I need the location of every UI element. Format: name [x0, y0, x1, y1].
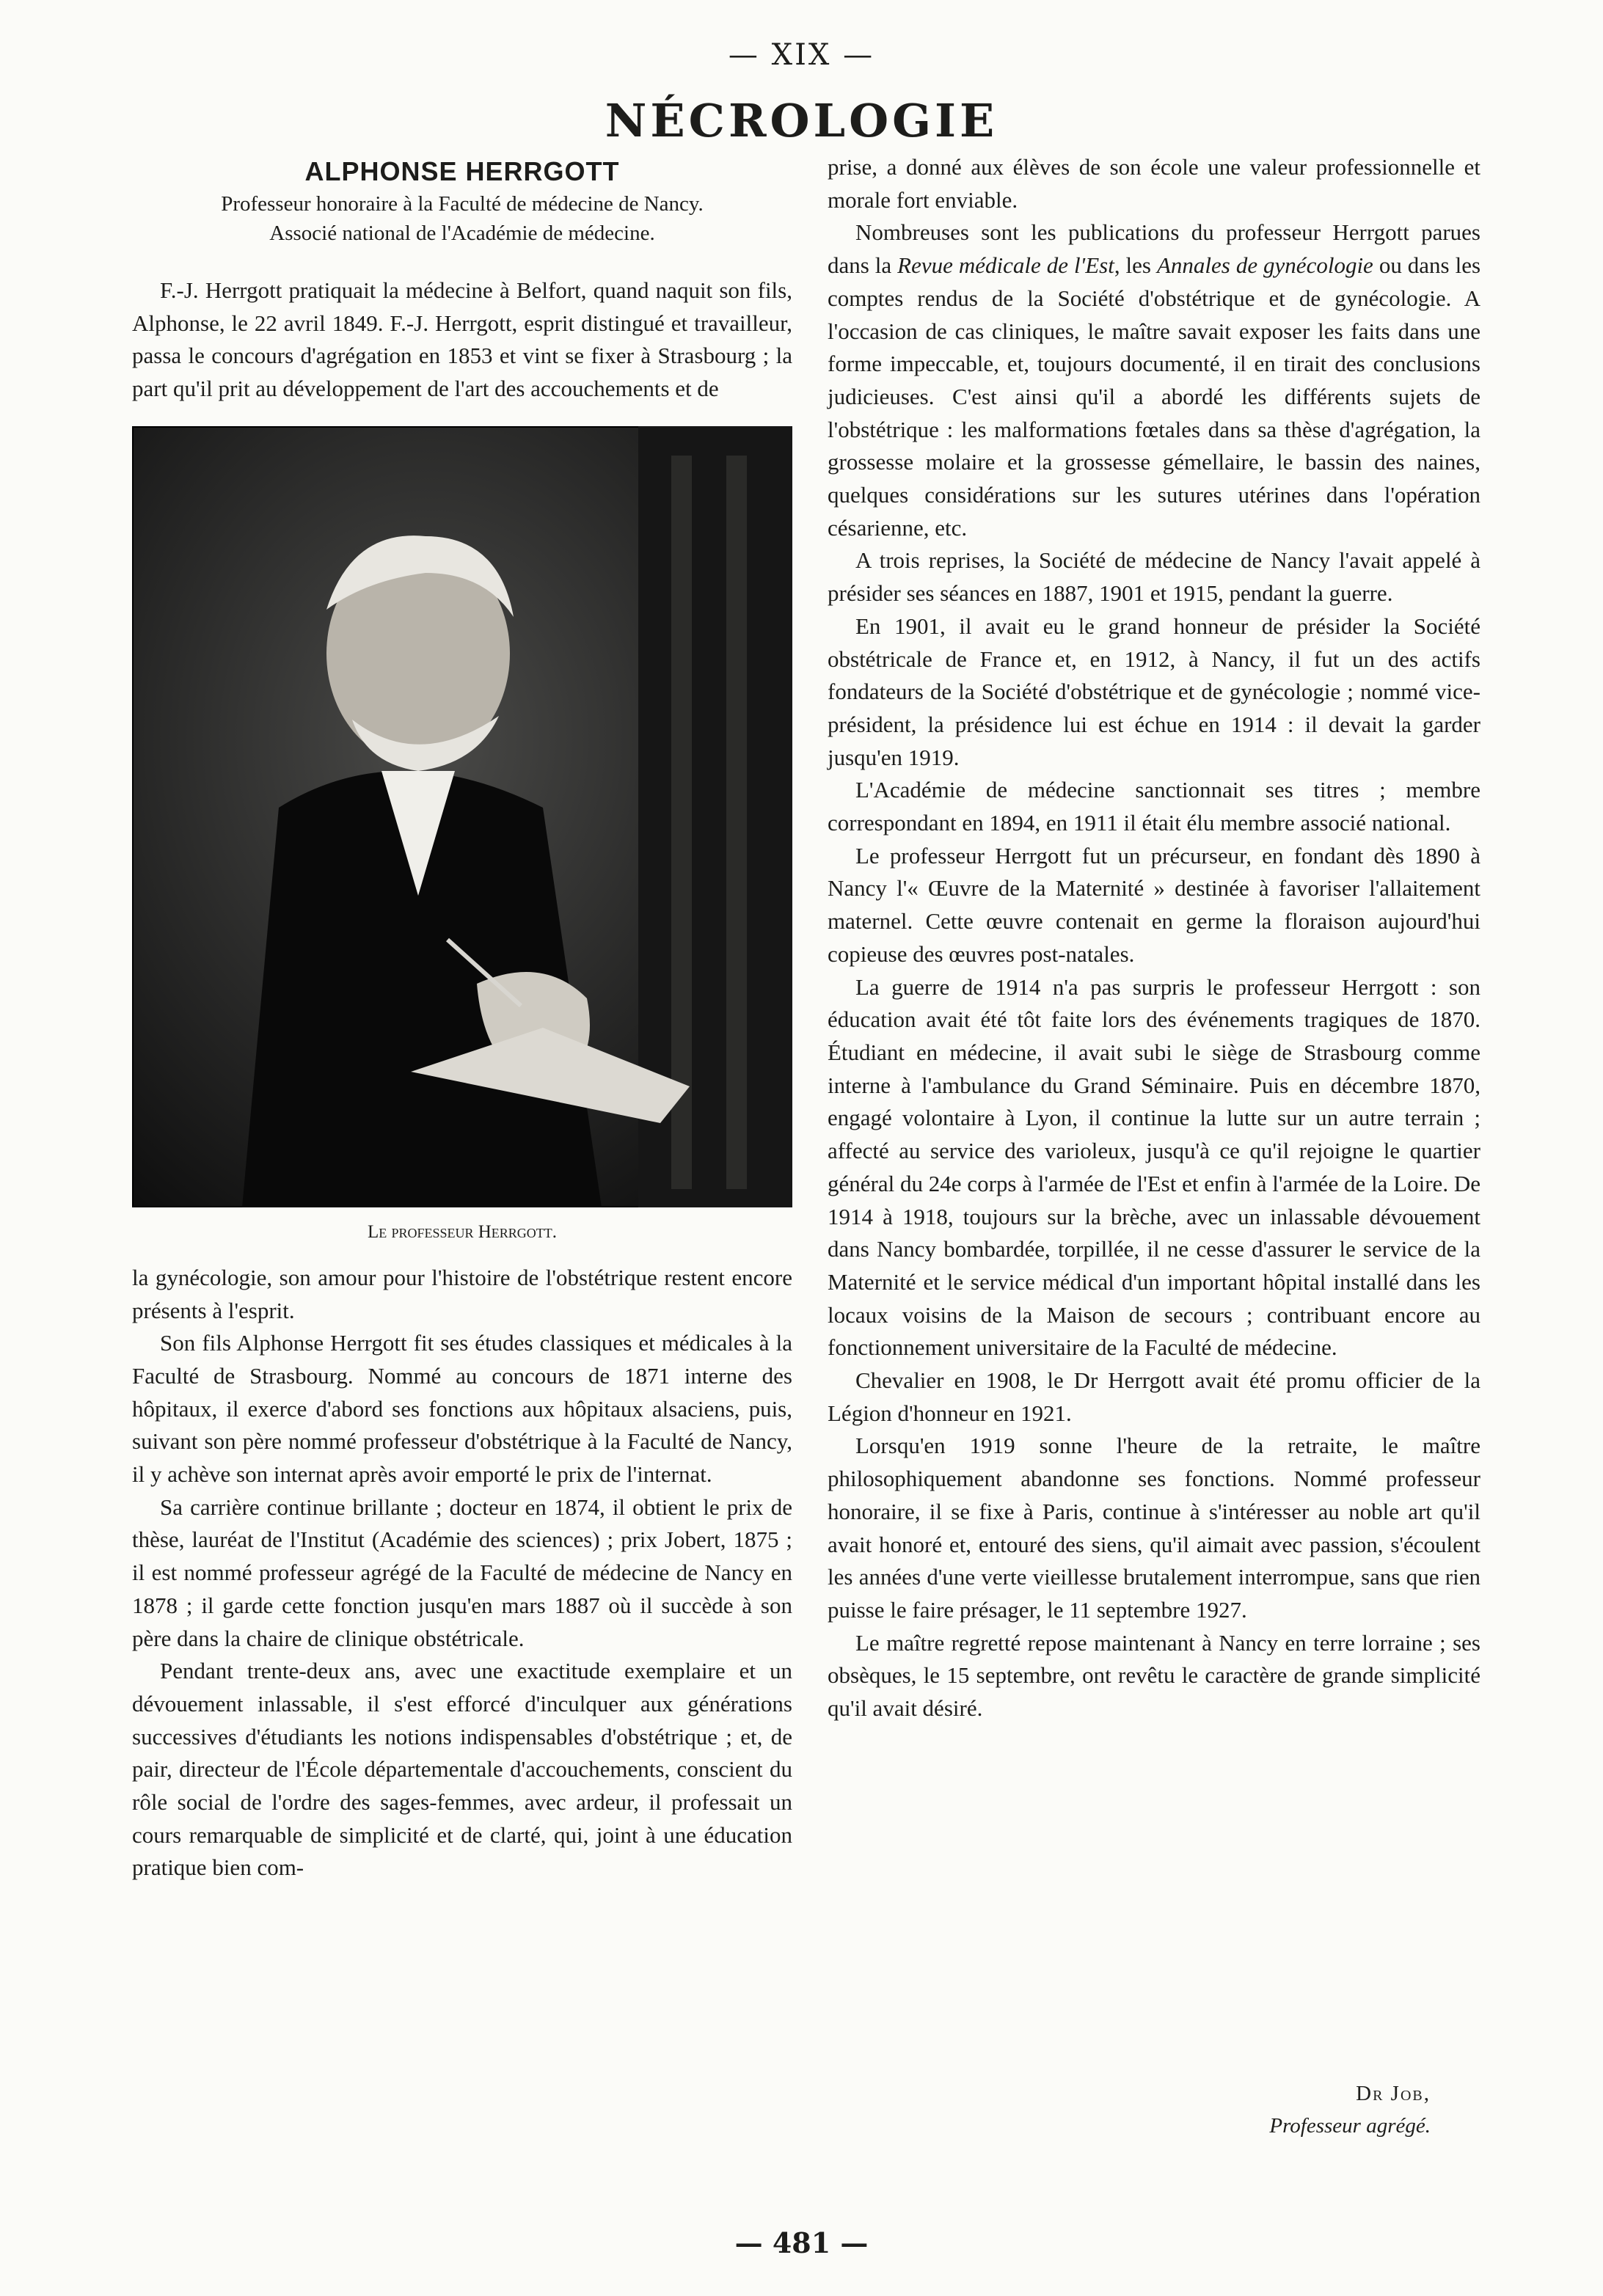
paragraph-publications [828, 216, 1480, 544]
paragraph: Chevalier en 1908, le Dr Herrgott avait été promu officier de la Légion d'honneur en 1921. [828, 1367, 1480, 1426]
text-run: Nombreuses sont les publications du professeur Herrgott parues dans la [828, 219, 1480, 279]
paragraph: F.-J. Herrgott pratiquait la médecine à Belfort, quand naquit son fils, Alphonse, le 22 avril 1849. F.-J. Herrgott, esprit distingué et travailleur, passa le concours d'agrégation en 1853 et vint se fixer à Strasbourg ; la part qu'il prit au développement de l'art des accouchements et de [132, 277, 792, 402]
page-number: — 481 — [734, 2226, 869, 2259]
paragraph: Pendant trente-deux ans, avec une exactitude exemplaire et un dévouement inlassable, il s'est efforcé d'inculquer aux générations successives d'étudiants les notions indispensables d'obstétrique ; et, de pair, directeur de l'École départementale d'accouchements, conscient du rôle social de l'ordre des sages-femmes, avec ardeur, il professait un cours remarquable de simplicité et de clarté, qui, joint à une éducation pratique bien com- [132, 1658, 792, 1881]
paragraph: L'Académie de médecine sanctionnait ses titres ; membre correspondant en 1894, en 1911 il était élu membre associé national. [828, 777, 1480, 836]
paragraph: La guerre de 1914 n'a pas surpris le professeur Herrgott : son éducation avait été tôt faite lors des événements tragiques de 1870. Étudiant en médecine, il avait subi le siège de Strasbourg comme interne à l'ambulance du Grand Séminaire. Puis en décembre 1870, engagé volontaire à Lyon, il continue la lutte sur un autre terrain ; affecté au service des varioleux, jusqu'à ce qu'il rejoigne le quartier général du 24e corps à l'armée de l'Est et enfin à l'armée de la Loire. De 1914 à 1918, toujours sur la brèche, avec un inlassable dévouement dans Nancy bombardée, torpillée, il ne cesse d'assurer le service de la Maternité et le service médical d'un important hôpital installé dans les locaux voisins de la Maison de secours ; contribuant encore au fonctionnement universitaire de la Faculté de médecine. [828, 973, 1480, 1361]
subtitle-academy-associate: Associé national de l'Académie de médecine. [269, 222, 655, 245]
page-roman-numeral: — XIX — [728, 38, 875, 72]
paragraph: prise, a donné aux élèves de son école une valeur professionnelle et morale fort enviable. [828, 154, 1480, 213]
signature-name: Dr Job, [1356, 2082, 1431, 2105]
paragraph: En 1901, il avait eu le grand honneur de présider la Société obstétricale de France et, en 1912, à Nancy, il fut un des actifs fondateurs de la Société d'obstétrique et de gynécologie ; nommé vice-président, la présidence lui est échue en 1914 : il devait la garder jusqu'en 1919. [828, 613, 1480, 770]
obituary-name-heading: ALPHONSE HERRGOTT [304, 156, 620, 186]
subtitle-honorary-professor: Professeur honoraire à la Faculté de médecine de Nancy. [221, 192, 704, 216]
signature [1269, 2077, 1431, 2142]
photo-caption: Le professeur Herrgott. [367, 1221, 558, 1242]
section-title: NÉCROLOGIE [605, 94, 998, 147]
paragraph: Lorsqu'en 1919 sonne l'heure de la retraite, le maître philosophiquement abandonne ses fonctions. Nommé professeur honoraire, il se fixe à Paris, continue à s'intéresser au noble art qu'il avait honoré et, entouré des siens, qu'il aimait avec passion, s'écoulent les années d'une verte vieillesse brutalement interrompue, sans que rien puisse le faire présager, le 11 septembre 1927. [828, 1433, 1480, 1623]
right-column [828, 151, 1480, 1725]
journal-title: Annales de gynécologie [1156, 252, 1373, 279]
paragraph: la gynécologie, son amour pour l'histoire de l'obstétrique restent encore présents à l'esprit. [132, 1264, 792, 1323]
left-column [132, 154, 792, 1884]
paragraph: Sa carrière continue brillante ; docteur en 1874, il obtient le prix de thèse, lauréat de l'Institut (Académie des sciences) ; prix Jobert, 1875 ; il est nommé professeur agrégé de la Faculté de médecine de Nancy en 1878 ; il garde cette fonction jusqu'en mars 1887 où il succède à son père dans la chaire de clinique obstétricale. [132, 1494, 792, 1651]
journal-title: Revue médicale de l'Est [897, 252, 1114, 279]
paragraph: Le maître regretté repose maintenant à Nancy en terre lorraine ; ses obsèques, le 15 septembre, ont revêtu le caractère de grande simplicité qu'il avait désiré. [828, 1629, 1480, 1722]
paragraph: Le professeur Herrgott fut un précurseur, en fondant dès 1890 à Nancy l'« Œuvre de la Maternité » destinée à favoriser l'allaitement maternel. Cette œuvre contenait en germe la floraison aujourd'hui copieuse des œuvres post-natales. [828, 842, 1480, 967]
portrait-photo [132, 426, 792, 1207]
paragraph: Son fils Alphonse Herrgott fit ses études classiques et médicales à la Faculté de Strasbourg. Nommé au concours de 1871 interne des hôpitaux, il exerce d'abord ses fonctions aux hôpitaux alsaciens, puis, suivant son père nommé professeur d'obstétrique à la Faculté de Nancy, il y achève son internat après avoir emporté le prix de l'internat. [132, 1330, 792, 1488]
text-run: , les [1114, 252, 1151, 279]
text-run: ou dans les comptes rendus de la Société d'obstétrique et de gynécologie. A l'occasion de cas cliniques, le maître savait exposer les faits dans une forme impeccable, et, toujours documenté, il en tirait des conclusions judicieuses. C'est ainsi qu'il a abordé les différents sujets de l'obstétrique : les malformations fœtales dans sa thèse d'agrégation, la grossesse molaire et la grossesse gémellaire, le bassin des naines, quelques considérations sur les sutures utérines dans l'opération césarienne, etc. [828, 252, 1481, 541]
paragraph: A trois reprises, la Société de médecine de Nancy l'avait appelé à présider ses séances en 1887, 1901 et 1915, pendant la guerre. [828, 547, 1480, 607]
signature-title: Professeur agrégé. [1269, 2114, 1431, 2138]
